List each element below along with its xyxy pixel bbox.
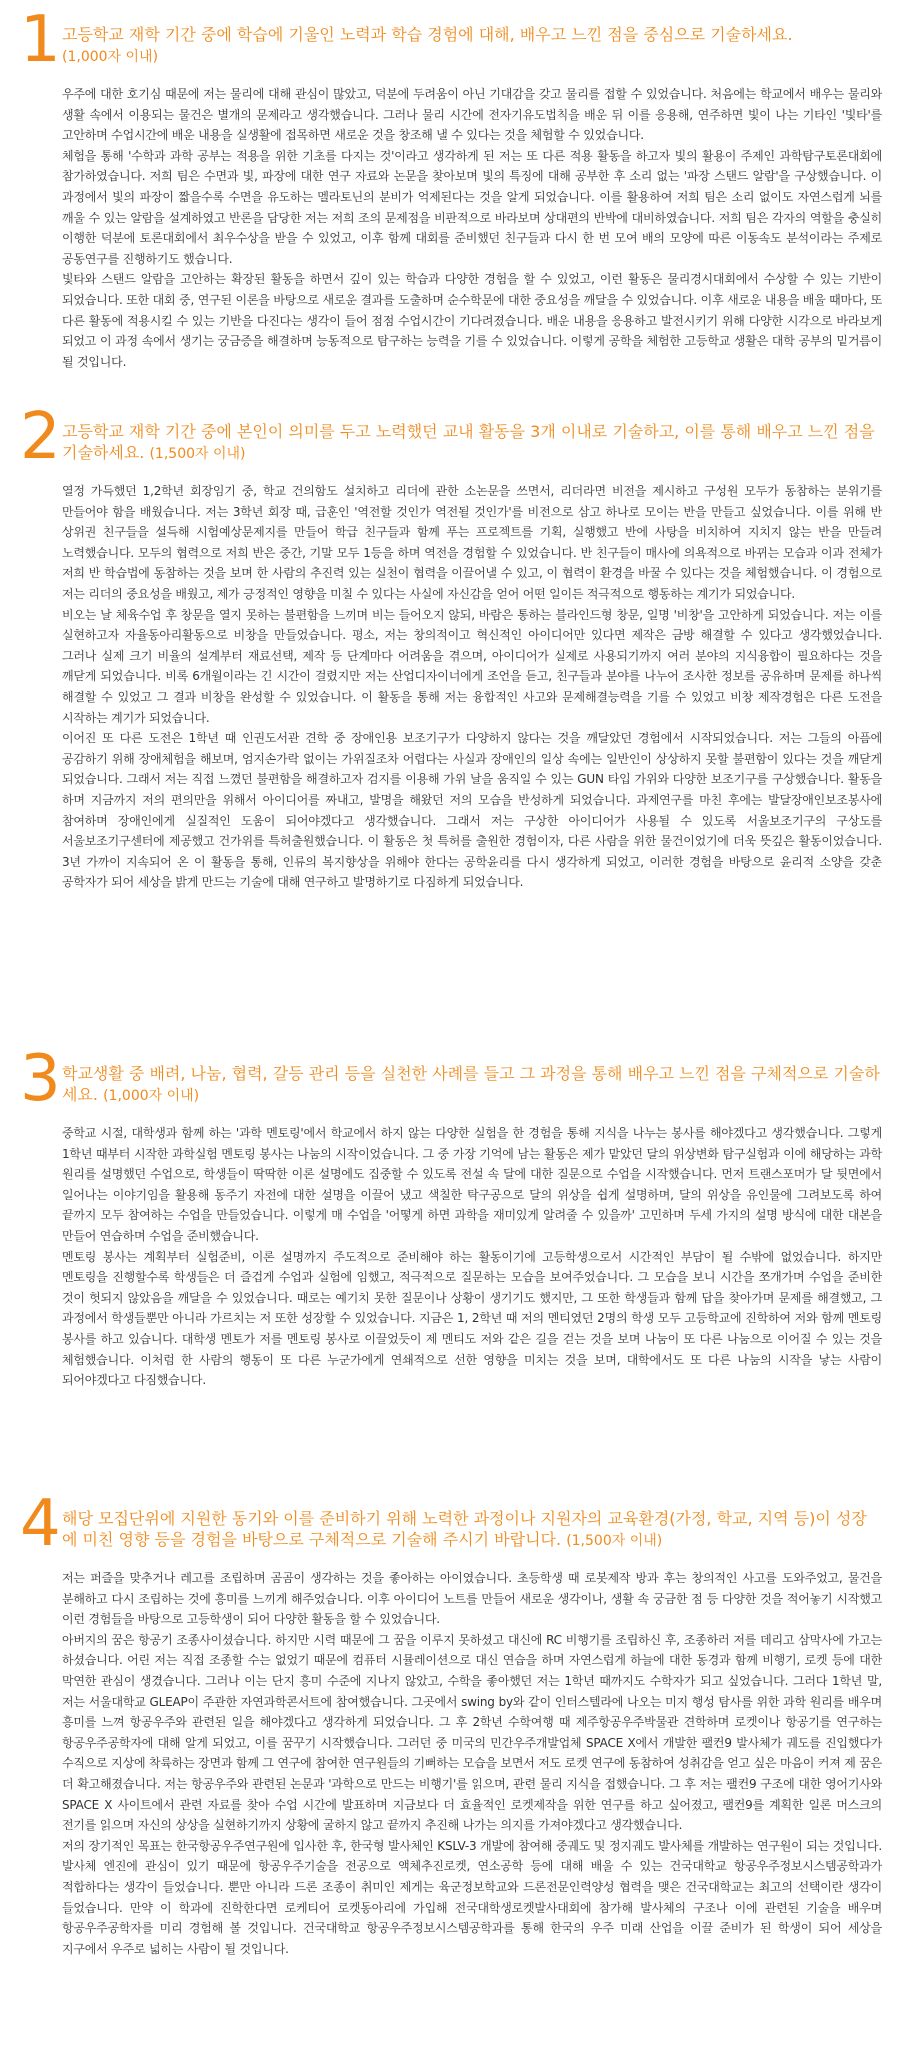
paragraph: 비오는 날 체육수업 후 창문을 열지 못하는 불편함을 느끼며 비는 들어오지 않되, 바람은 통하는 블라인드형 창문, 일명 '비창'을 고안하게 되었습니다. 저는 이를 실현하고자 자율동아리활동으로 비창을 만들었습니다. 평소, 저는 창의적이고 혁신적인 아이디어만 있다면 제작은 금방 해결할 수 있다고 생각했었습니다. 그러나 실제 크기 비율의 설계부터 재료선택, 제작 등 단계마다 어려움을 겪으며, 아이디어가 실제로 사용되기까지 여러 분야의 지식융합이 필요하다는 것을 깨닫게 되었습니다. 비록 6개월이라는 긴 시간이 걸렸지만 저는 산업디자이너에게 조언을 듣고, 친구들과 분야를 나누어 조사한 정보를 공유하며 문제를 하나씩 해결할 수 있었고 그 결과 비창을 완성할 수 있었습니다. 이 활동을 통해 저는 융합적인 사고와 문제해결능력을 기를 수 있었고 비창 제작경험은 다른 도전을 시작하는 계기가 되었습니다. (62, 607, 882, 725)
paragraph: 멘토링 봉사는 계획부터 실험준비, 이론 설명까지 주도적으로 준비해야 하는 활동이기에 고등학생으로서 시간적인 부담이 될 수밖에 없었습니다. 하지만 멘토링을 진행할수록 학생들은 더 즐겁게 수업과 실험에 임했고, 적극적으로 질문하는 모습을 보여주었습니다. 그 모습을 보니 시간을 쪼개가며 수업을 준비한 것이 헛되지 않았음을 깨달을 수 있었습니다. 때로는 예기치 못한 질문이나 상황이 생기기도 했지만, 그 또한 학생들과 함께 답을 찾아가며 문제를 해결했고, 그 과정에서 학생들뿐만 아니라 가르치는 저 또한 성장할 수 있었습니다. 지금은 1, 2학년 때 저의 멘티였던 2명의 학생 모두 고등학교에 진학하여 저와 함께 멘토링 봉사를 하고 있습니다. 대학생 멘토가 저를 멘토링 봉사로 이끌었듯이 제 멘티도 저와 같은 길을 걷는 것을 보며 나눔이 또 다른 나눔으로 이어질 수 있는 것을 체험했습니다. 이처럼 한 사람의 행동이 또 다른 누군가에게 연쇄적으로 선한 영향을 미치는 것을 보며, 대학에서도 또 다른 나눔의 시작을 낳는 사람이 되어야겠다고 다짐했습니다. (62, 1249, 882, 1388)
paragraph: 우주에 대한 호기심 때문에 저는 물리에 대해 관심이 많았고, 덕분에 두려움이 아닌 기대감을 갖고 물리를 접할 수 있었습니다. 처음에는 학교에서 배우는 물리와 생활 속에서 이용되는 물건은 별개의 문제라고 생각했습니다. 그러나 물리 시간에 전자기유도법칙을 배운 뒤 이를 응용해, 연주하면 빛이 나는 기타인 '빛타'를 고안하며 수업시간에 배운 내용을 실생활에 접목하면 새로운 것을 창조해 낼 수 있다는 것을 체험할 수 있었습니다. (62, 87, 882, 143)
char-limit: (1,000자 이내) (62, 49, 159, 65)
section-number: 2 (20, 400, 61, 474)
question (62, 1063, 882, 1107)
question-text: 학교생활 중 배려, 나눔, 협력, 갈등 관리 등을 실천한 사례를 들고 그 과정을 통해 배우고 느낀 점을 구체적으로 기술하세요. (62, 1064, 880, 1104)
paragraph: 아버지의 꿈은 항공기 조종사이셨습니다. 하지만 시력 때문에 그 꿈을 이루지 못하셨고 대신에 RC 비행기를 조립하신 후, 조종하러 저를 데리고 삼막사에 가고는 하셨습니다. 어린 저는 직접 조종할 수는 없었기 때문에 컴퓨터 시뮬레이션으로 대신 연습을 하며 자연스럽게 하늘에 대한 동경과 함께 비행기, 로켓 등에 대한 막연한 관심이 생겼습니다. 그러나 이는 단지 흥미 수준에 지나지 않았고, 수학을 좋아했던 저는 1학년 때까지도 수학자가 되고 싶었습니다. 그러다 1학년 말, 저는 서울대학교 GLEAP이 주관한 자연과학콘서트에 참여했습니다. 그곳에서 swing by와 같이 인터스텔라에 나오는 미지 행성 탐사를 위한 과학 원리를 배우며 흥미를 느껴 항공우주와 관련된 일을 해야겠다고 생각하게 되었습니다. 그 후 2학년 수학여행 때 제주항공우주박물관 견학하며 로켓이나 항공기를 연구하는 항공우주공학자에 대해 알게 되었고, 이를 꿈꾸기 시작했습니다. 그러던 중 미국의 민간우주개발업체 SPACE X에서 개발한 팰컨9 발사체가 궤도를 진입했다가 수직으로 지상에 착륙하는 장면과 함께 그 연구에 참여한 연구원들의 기뻐하는 모습을 보면서 저도 로켓 연구에 동참하여 성취감을 얻고 싶은 마음이 커져 제 꿈은 더 확고해졌습니다. 저는 항공우주와 관련된 논문과 '과학으로 만드는 비행기'를 읽으며, 관련 물리 지식을 접했습니다. 그 후 저는 팰컨9 구조에 대한 영어기사와 SPACE X 사이트에서 관련 자료를 찾아 수업 시간에 발표하며 지금보다 더 효율적인 로켓제작을 위한 연구를 하고 싶어졌고, 팰컨9를 계획한 일론 머스크의 전기를 읽으며 자신의 상상을 실현하기까지 상황에 굴하지 않고 끝까지 추진해 나가는 의지를 가져야겠다고 생각했습니다. (62, 1632, 883, 1833)
question (62, 24, 882, 68)
paragraph: 저의 장기적인 목표는 한국항공우주연구원에 입사한 후, 한국형 발사체인 KSLV-3 개발에 참여해 중궤도 및 정지궤도 발사체를 개발하는 연구원이 되는 것입니다. 발사체 엔진에 관심이 있기 때문에 항공우주기술을 전공으로 액체추진로켓, 연소공학 등에 대해 배울 수 있는 건국대학교 항공우주정보시스템공학과가 적합하다는 생각이 들었습니다. 뿐만 아니라 드론 조종이 취미인 제게는 육군정보학교와 드론전문인력양성 협력을 맺은 건국대학교는 최고의 선택이란 생각이 들었습니다. 만약 이 학과에 진학한다면 로케티어 로켓동아리에 가입해 전국대학생로켓발사대회에 참가해 발사체의 구조나 이에 관련된 기술을 배우며 항공우주공학자를 미리 경험해 볼 것입니다. 건국대학교 항공우주정보시스템공학과를 통해 한국의 우주 미래 산업을 이끌 준비가 된 학생이 되어 세상을 지구에서 우주로 넓히는 사람이 될 것입니다. (62, 1838, 882, 1956)
answer-body (62, 84, 882, 372)
question (62, 1508, 882, 1552)
answer-body (62, 481, 882, 893)
char-limit: (1,000자 이내) (103, 1088, 200, 1104)
paragraph: 체험을 통해 '수학과 과학 공부는 적용을 위한 기초를 다지는 것'이라고 생각하게 된 저는 또 다른 적용 활동을 하고자 빛의 활용이 주제인 과학탐구토론대회에 참가하였습니다. 저희 팀은 수면과 빛, 파장에 대한 연구 자료와 논문을 찾아보며 빛의 특징에 대해 공부한 후 소리 없는 '파장 스탠드 알람'을 구상했습니다. 이 과정에서 빛의 파장이 짧을수록 수면을 유도하는 멜라토닌의 분비가 억제된다는 것을 알게 되었습니다. 이를 활용하여 저희 팀은 소리 없이도 자연스럽게 뇌를 깨울 수 있는 알람을 설계하였고 반론을 담당한 저는 저희 조의 문제점을 비판적으로 바라보며 상대편의 반박에 대비하였습니다. 저희 팀은 각자의 역할을 충실히 이행한 덕분에 토론대회에서 최우수상을 받을 수 있었고, 이후 함께 대회를 준비했던 친구들과 다시 한 번 모여 배의 모양에 따른 이동속도 분석이라는 주제로 공동연구를 진행하기도 했습니다. (62, 148, 882, 266)
char-limit: (1,500자 이내) (149, 446, 246, 462)
question (62, 421, 882, 465)
section-number: 4 (20, 1487, 61, 1561)
section-number: 3 (20, 1042, 61, 1116)
question-text: 고등학교 재학 기간 중에 학습에 기울인 노력과 학습 경험에 대해, 배우고 느낀 점을 중심으로 기술하세요. (62, 25, 793, 44)
section-number: 1 (20, 3, 61, 77)
answer-body (62, 1123, 882, 1391)
char-limit: (1,500자 이내) (566, 1533, 663, 1549)
paragraph: 중학교 시절, 대학생과 함께 하는 '과학 멘토링'에서 학교에서 하지 않는 다양한 실험을 한 경험을 통해 지식을 나누는 봉사를 해야겠다고 생각했습니다. 그렇게 1학년 때부터 시작한 과학실험 멘토링 봉사는 나눔의 시작이었습니다. 그 중 가장 기억에 남는 활동은 제가 맡았던 달의 위상변화 탐구실험과 이에 해당하는 과학 원리를 설명했던 수업으로, 학생들이 딱딱한 이론 설명에도 집중할 수 있도록 전설 속 달에 대한 질문으로 수업을 시작했습니다. 먼저 트랜스포머가 달 뒷면에서 일어나는 이야기임을 활용해 동주기 자전에 대한 설명을 이끌어 냈고 색칠한 탁구공으로 달의 위상을 쉽게 설명하며, 달의 위상을 유인물에 그려보도록 하여 끝까지 모두 참여하는 수업을 만들었습니다. 이렇게 매 수업을 '어떻게 하면 과학을 재미있게 알려줄 수 있을까' 고민하며 두세 가지의 설명 방식에 대한 대본을 만들어 연습하며 수업을 준비했습니다. (62, 1126, 882, 1243)
paragraph: 저는 퍼즐을 맞추거나 레고를 조립하며 곰곰이 생각하는 것을 좋아하는 아이였습니다. 초등학생 때 로봇제작 방과 후는 창의적인 사고를 도와주었고, 물건을 분해하고 다시 조립하는 것에 흥미를 느끼게 해주었습니다. 이후 아이디어 노트를 만들어 새로운 생각이나, 생활 속 궁금한 점 등 다양한 것을 적어놓기 시작했고 이런 경험들을 바탕으로 고등학생이 되어 다양한 활동을 할 수 있었습니다. (62, 1571, 882, 1627)
paragraph: 빛타와 스탠드 알람을 고안하는 확장된 활동을 하면서 깊이 있는 학습과 다양한 경험을 할 수 있었고, 이런 활동은 물리경시대회에서 수상할 수 있는 기반이 되었습니다. 또한 대회 중, 연구된 이론을 바탕으로 새로운 결과를 도출하며 순수학문에 대한 중요성을 깨달을 수 있었습니다. 이후 새로운 내용을 배울 때마다, 또 다른 활동에 적용시킬 수 있는 기반을 다진다는 생각이 들어 점점 수업시간이 기다려졌습니다. 배운 내용을 응용하고 발전시키기 위해 다양한 시각으로 바라보게 되었고 이 과정 속에서 생기는 궁금증을 해결하며 능동적으로 탐구하는 능력을 기를 수 있었습니다. 이렇게 공학을 체험한 고등학교 생활은 대학 공부의 밑거름이 될 것입니다. (62, 272, 882, 369)
question-text: 고등학교 재학 기간 중에 본인이 의미를 두고 노력했던 교내 활동을 3개 이내로 기술하고, 이를 통해 배우고 느낀 점을 기술하세요. (62, 422, 875, 462)
answer-body (62, 1568, 882, 1959)
paragraph: 열정 가득했던 1,2학년 회장임기 중, 학교 건의함도 설치하고 리더에 관한 소논문을 쓰면서, 리더라면 비전을 제시하고 구성원 모두가 동참하는 분위기를 만들어야 함을 배웠습니다. 저는 3학년 회장 때, 급훈인 '역전할 것인가 역전될 것인가'를 비전으로 삼고 하나로 모이는 반을 만들고 싶었습니다. 이를 위해 반 상위권 친구들을 설득해 시험예상문제지를 만들어 학급 친구들과 함께 푸는 프로젝트를 기획, 실행했고 반에 사탕을 비치하여 지치지 않는 반을 만들려 노력했습니다. 모두의 협력으로 저희 반은 중간, 기말 모두 1등을 하며 역전을 경험할 수 있었습니다. 반 친구들이 매사에 의욕적으로 바뀌는 모습과 이과 전체가 저희 반 학습법에 동참하는 것을 보며 한 사람의 추진력 있는 실천이 협력을 이끌어낼 수 있고, 이 협력이 환경을 바꿀 수 있다는 것을 체험했습니다. 이 경험으로 저는 리더의 중요성을 배웠고, 제가 긍정적인 영향을 미칠 수 있다는 사실에 자신감을 얻어 어떤 일이든 적극적으로 행동하는 계기가 되었습니다. (62, 484, 882, 601)
question-text: 해당 모집단위에 지원한 동기와 이를 준비하기 위해 노력한 과정이나 지원자의 교육환경(가정, 학교, 지역 등)이 성장에 미친 영향 등을 경험을 바탕으로 구체적으로 기술해 주시기 바랍니다. (62, 1509, 867, 1549)
paragraph: 이어진 또 다른 도전은 1학년 때 인권도서관 견학 중 장애인용 보조기구가 다양하지 않다는 것을 깨달았던 경험에서 시작되었습니다. 저는 그들의 아픔에 공감하기 위해 장애체험을 해보며, 엄지손가락 없이는 가위질조차 어렵다는 사실과 장애인의 일상 속에는 일반인이 상상하지 못할 불편함이 있다는 것을 깨닫게 되었습니다. 그래서 저는 직접 느꼈던 불편함을 해결하고자 검지를 이용해 가위 날을 움직일 수 있는 GUN 타입 가위와 다양한 보조기구를 구상했습니다. 활동을 하며 지금까지 저의 편의만을 위해서 아이디어를 짜내고, 발명을 해왔던 저의 모습을 반성하게 되었습니다. 과제연구를 마친 후에는 발달장애인보조봉사에 참여하며 장애인에게 실질적인 도움이 되어야겠다고 생각했습니다. 그래서 저는 구상한 아이디어가 사용될 수 있도록 서울보조기구의 구상도를 서울보조기구센터에 제공했고 건가위를 특허출원했습니다. 이 활동은 첫 특허를 출원한 경험이자, 다른 사람을 위한 물건이었기에 더욱 뜻깊은 활동이었습니다. 3년 가까이 지속되어 온 이 활동을 통해, 인류의 복지향상을 위해야 한다는 공학윤리를 다시 생각하게 되었고, 이러한 경험을 바탕으로 윤리적 소양을 갖춘 공학자가 되어 세상을 밝게 만드는 기술에 대해 연구하고 발명하기로 다짐하게 되었습니다. (62, 731, 882, 890)
